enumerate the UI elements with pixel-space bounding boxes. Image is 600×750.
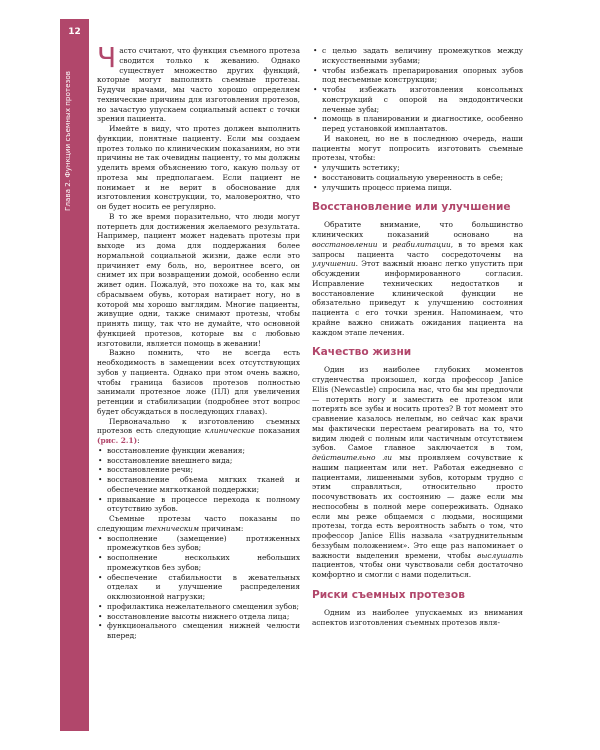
list-item: • восстановление внешнего вида; xyxy=(97,456,300,466)
text: : xyxy=(137,436,140,445)
paragraph: Важно помнить, что не всегда есть необходимость в замещении всех отсутствующих зубов у пациента. Однако при этом очень важно, чтобы граница базисов протезов полностью занимали протезное ложе (ПЛ) для увеличения ретенции и стабилизации (подробнее этот вопрос будет обсуждаться в последующих главах). xyxy=(97,348,300,416)
technical-reasons-list xyxy=(97,534,300,641)
text: показания xyxy=(254,426,300,436)
left-column xyxy=(97,41,300,641)
paragraph-text: асто считают, что функция съемного протеза сводится только к жеванию. Однако существует множество других функций, которые могут выполнять съемные протезы. Будучи врачами, мы часто хорошо определяем технические причины для изготовления протезов, но зачастую упускаем социальный аспект с точки зрения пациента. xyxy=(97,46,300,124)
text: . Этот важный нюанс легко упустить при обсуждении информированного согласия. Исправление технических недостатков и восстановление клинической функции не обязательно приведут к улучшению состояния пациента с его точки зрения. Напоминаем, что крайне важно снижать ожидания пациента на каждом этапе лечения. xyxy=(312,259,523,337)
list-item: • улучшить эстетику; xyxy=(312,163,523,173)
paragraph: И наконец, но не в последнюю очередь, наши пациенты могут попросить изготовить съемные протезы, чтобы: xyxy=(312,133,523,163)
clinical-indications-list xyxy=(97,446,300,514)
emphasis: клинические xyxy=(204,426,255,436)
list-item: • восстановление функции жевания; xyxy=(97,446,300,456)
list-item: • функционального смещения нижней челюсти вперед; xyxy=(97,621,300,641)
emphasis: действительно ли xyxy=(312,453,393,462)
list-item: • с целью задать величину промежутков между искусственными зубами; xyxy=(312,46,523,66)
list-item: • восполнение нескольких небольших промежутков без зубов; xyxy=(97,553,300,573)
chapter-title: Глава 2. Функции съемных протезов xyxy=(63,71,72,211)
list-item: • восстановить социальную уверенность в себе; xyxy=(312,173,523,183)
text: и xyxy=(377,239,393,249)
patient-requests-list xyxy=(312,163,523,192)
list-item: • чтобы избежать изготовления консольных конструкций с опорой на эндодонтически леченые зубы; xyxy=(312,85,523,114)
chapter-sidebar xyxy=(60,19,89,731)
list-item: • восстановление высоты нижнего отдела лица; xyxy=(97,612,300,622)
section-heading-risks: Риски съемных протезов xyxy=(312,588,465,601)
page-number: 12 xyxy=(68,27,81,37)
section-heading-quality-of-life: Качество жизни xyxy=(312,346,412,359)
paragraph: Одним из наиболее упускаемых из внимания аспектов изготовления съемных протезов явля- xyxy=(312,607,523,627)
right-column xyxy=(312,46,523,627)
text: Обратите внимание, что большинство клинических показаний основано на xyxy=(312,220,523,239)
emphasis: улучшении xyxy=(312,259,356,269)
list-item: • восстановление объема мягких тканей и обеспечение мягкотканой поддержки; xyxy=(97,475,300,495)
list-item: • обеспечение стабильности в жевательных отделах и улучшение распределения окклюзионной нагрузки; xyxy=(97,573,300,602)
text: мы проявляем сочувствие к нашим пациентам или нет. Работая ежедневно с пациентами, лишенными зубов, которым трудно с этим справляться, относительно просто посочувствовать их состоянию — даже если мы неспособны в полной мере сопереживать. Однако если мы реже общаемся с людьми, носящими протезы, тогда есть вероятность забыть о том, что профессор Janice Ellis назвала «затруднительным беззубым положением». Это еще раз напоминает о важности выделения времени, чтобы xyxy=(312,453,523,560)
drop-cap: Ч xyxy=(97,41,117,74)
list-item: • привыкание в процессе перехода к полному отсутствию зубов. xyxy=(97,495,300,515)
paragraph xyxy=(97,514,300,534)
paragraph xyxy=(312,220,523,337)
paragraph xyxy=(97,417,300,446)
technical-reasons-list-continued xyxy=(312,46,523,134)
section-heading-restoration: Восстановление или улучшение xyxy=(312,201,511,214)
emphasis: восстановлении xyxy=(312,239,378,249)
list-item: • восполнение (замещение) протяженных промежутков без зубов; xyxy=(97,534,300,554)
text: Съемные протезы часто показаны по следующим xyxy=(97,514,300,533)
text: причинам: xyxy=(199,523,244,533)
text: Первоначально к изготовлению съемных протезов есть следующие xyxy=(97,416,300,436)
text: , в то время как запросы пациента часто сосредоточены на xyxy=(312,239,523,259)
list-item: • профилактика нежелательного смещения зубов; xyxy=(97,602,300,612)
paragraph xyxy=(97,41,300,124)
list-item: • улучшить процесс приема пищи. xyxy=(312,183,523,193)
text: пациентов, чтобы они чувствовали себя достаточно комфортно и смогли с нами поделиться. xyxy=(312,560,523,579)
emphasis: реабилитации xyxy=(392,239,451,249)
list-item: • помощь в планировании и диагностике, особенно перед установкой имплантатов. xyxy=(312,114,523,134)
paragraph xyxy=(312,365,523,580)
paragraph: Имейте в виду, что протез должен выполнить функции, понятные пациенту. Если мы создаем протез только по клиническим показаниям, но эти причины не так очевидны пациенту, то мы должны уделить время объяснению того, какую пользу от протеза мы предполагаем. Если пациент не понимает и не верит в обоснование для изготовления конструкции, то, маловероятно, что он будет носить ее регулярно. xyxy=(97,124,300,211)
emphasis: техническим xyxy=(145,523,200,533)
emphasis: выслушать xyxy=(477,550,523,560)
list-item: • восстановление речи; xyxy=(97,465,300,475)
figure-reference: (рис. 2.1) xyxy=(97,436,138,445)
paragraph: В то же время поразительно, что люди могут потерпеть для достижения желаемого результата. Например, пациент может надевать протезы при выходе из дома для поддержания более нормальной социальной жизни, даже если это причиняет ему боль, но, вероятнее всего, он снимет их при возвращении домой, особенно если живет один. Пожалуй, это похоже на то, как мы сбрасываем обувь, которая натирает ногу, но в которой мы хорошо выглядим. Многие пациенты, живущие одни, также снимают протезы, чтобы принять пищу, так что не думайте, что основной функцией протезов, которые вы с любовью изготовили, является помощь в жевании! xyxy=(97,211,300,348)
text: Один из наиболее глубоких моментов студенчества произошел, когда профессор Janice Ellis (Newcastle) спросила нас, что бы мы предпочли — потерять ногу и заместить ее протезом или потерять все зубы и носить протез? В тот момент это сравнение казалось нелепым, но сейчас как врачи мы фактически перестаем реагировать на то, что видим людей с полным или частичным отсутствием зубов. Самое главное заключается в том, xyxy=(312,365,523,453)
list-item: • чтобы избежать препарирования опорных зубов под несъемные конструкции; xyxy=(312,66,523,86)
